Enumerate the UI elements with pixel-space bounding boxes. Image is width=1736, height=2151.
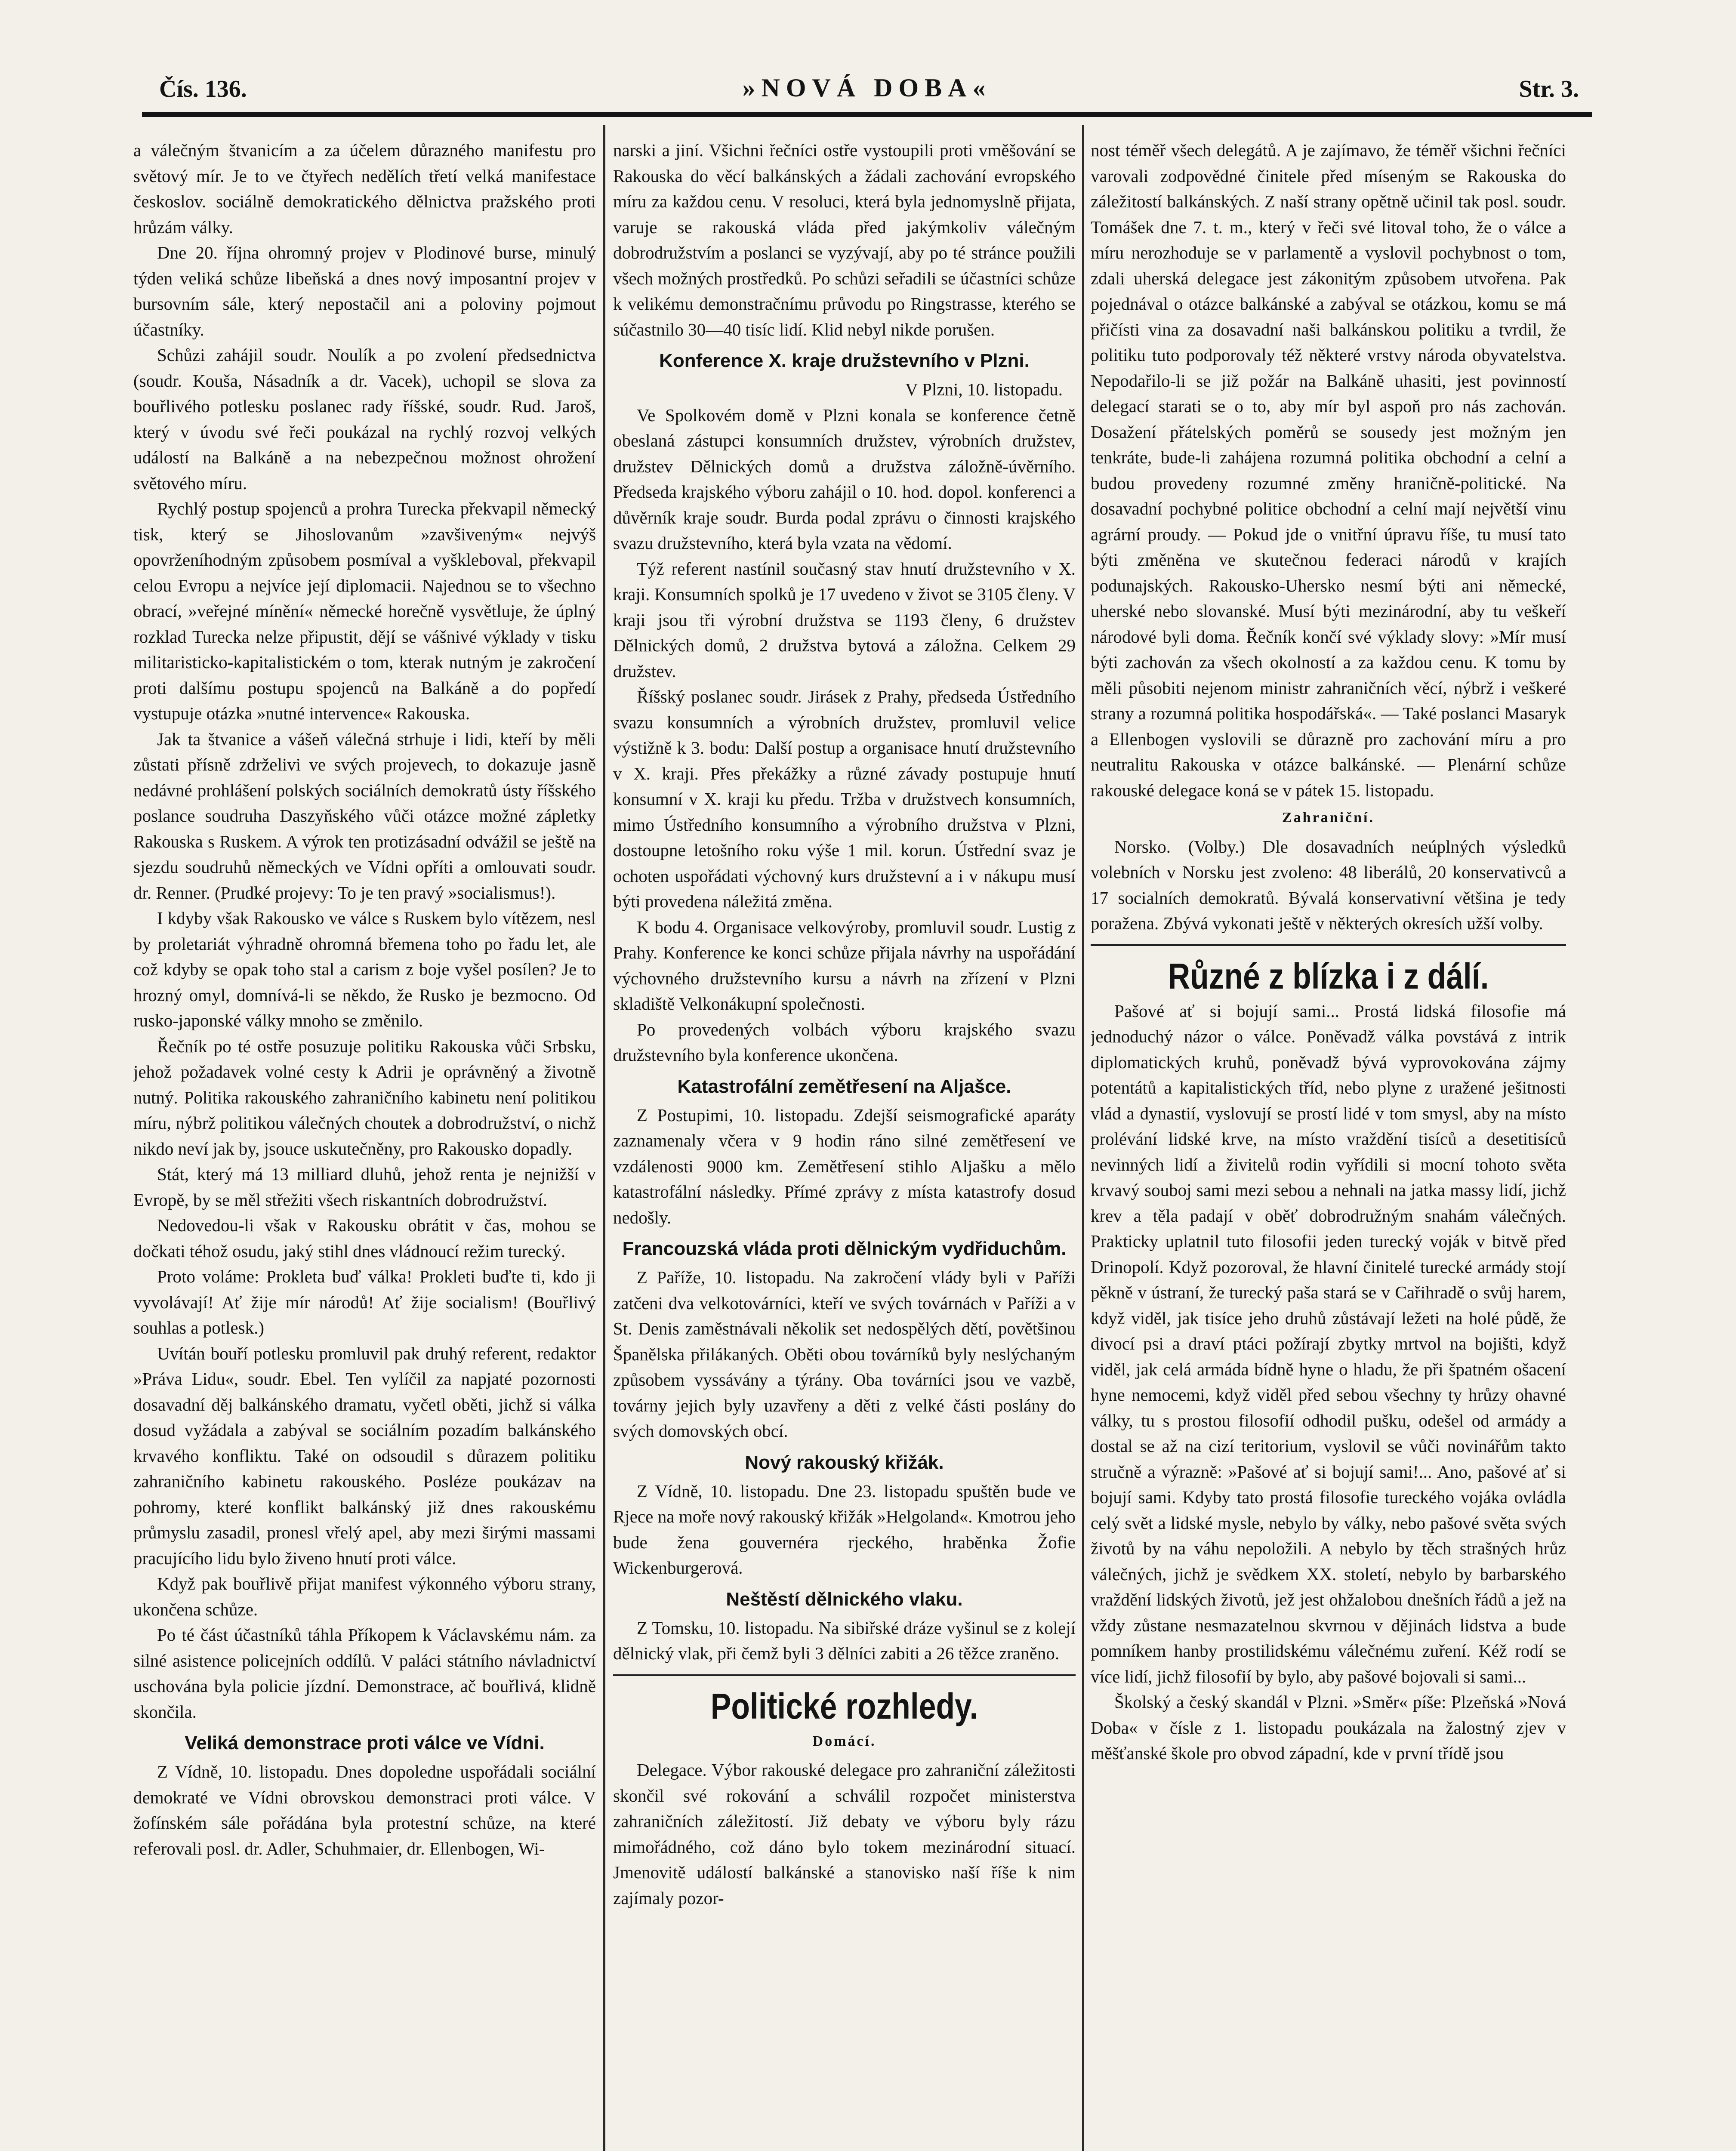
article-paragraph: Pašové ať si bojují sami... Prostá lidská filosofie má jednoduchý názor o válce. Poněvadž válka povstává z intrik diplomatických kruhů, poněvadž bývá vyprovokována zájmy potentátů a kapitalistických tříd, nebo plyne z uražené ješitnosti vlád a dynastií, vyslovují se prostí lidé v tom smysl, aby na místo prolévání lidské krve, na místo vraždění tisíců a desetitisíců nevinných lidí a živitelů rodin vyřídili si mocní tohoto světa krvavý souboj sami mezi sebou a nehnali na jatka massy lidí, jichž krev a těla padají v oběť dobrodružným snahám válečných. Prakticky uplatnil tuto filosofii jeden turecký voják v bitvě před Drinopolí. Když pozoroval, že hlavní činitelé turecké armády stojí pěkně v ústraní, že turecký paša stará se v Cařihradě o svůj harem, když viděl, jak tisíce jeho druhů zůstávají ležeti na holé půdě, že divocí psi a draví ptáci požírají zbytky mrtvol na bojišti, když viděl, jak celá armáda bídně hyne o hladu, že při špatném ošacení hyne nemocemi, když viděl před sebou všechny ty hrůzy ohavné války, tu s prostou filosofií odhodil pušku, odešel od armády a dostal se až na cizí teritorium, vyslovil se vůči novinářům takto stručně a výrazně: »Pašové ať si bojují sami!... Ano, pašové ať si bojují sami. Kdyby tato prostá filosofie tureckého vojáka ovládla celý svět a lidské mysle, nebylo by války, nebo pašové světa svých životů by na váhu nepoložili. A nebylo by těch strašných hrůz válečných, jichž je svědkem XX. století, nebylo by barbarského vraždění lidských životů, jež jest ohžalobou dnešních řádů a jež na vždy zůstane nesmazatelnou skvrnou v dějinách lidstva a bude pomníkem hanby prostilidskému válečnému zuření. Kéž rodí se více lidí, jichž filosofií by bylo, aby pašové bojovali si sami...	[1091, 1001, 1566, 1686]
article-paragraph: narski a jiní. Všichni řečníci ostře vystoupili proti vměšování se Rakouska do věcí balkánských a žádali zachování evropského míru za každou cenu. V resoluci, která byla jednomyslně přijata, varuje se rakouská vláda před jakýmkoliv válečným dobrodružstvím a poslanci se vyzývají, aby po té stránce použili všech možných prostředků. Po schůzi seřadili se účastníci schůze k velikému demonstračnímu průvodu po Ringstrasse, kterého se súčastnilo 30—40 tisíc lidí. Klid nebyl nikde porušen.	[613, 140, 1076, 339]
article-paragraph: Z Vídně, 10. listopadu. Dne 23. listopadu spuštěn bude ve Rjece na moře nový rakouský křižák »Helgoland«. Kmotrou jeho bude žena gouvernéra rjeckého, hraběnka Žofie Wickenburgerová.	[613, 1481, 1076, 1578]
headline-pilsen-conference: Konference X. kraje družstevního v Plzni.	[659, 350, 1030, 371]
section-rule	[613, 1674, 1076, 1676]
article-paragraph: Jak ta štvanice a vášeň válečná strhuje i lidi, kteří by měli zůstati přísně zdrželivi ve svých projevech, to dokazuje jasně nedávné prohlášení polských sociálních demokratů ústy říšského poslance soudruha Daszyňského vůči otázce možné zápletky Rakouska s Ruskem. A výrok ten protizásadní odvážil se ještě na sjezdu soudruhů německých ve Vídni opříti a omlouvati soudr. dr. Renner. (Prudké projevy: To je ten pravý »socialismus!).	[133, 729, 596, 903]
headline-new-cruiser: Nový rakouský křižák.	[745, 1451, 944, 1473]
article-paragraph: Říšský poslanec soudr. Jirásek z Prahy, předseda Ústředního svazu konsumních a výrobních družstev, promluvil velice výstižně k 3. bodu: Další postup a organisace hnutí družstevního v X. kraji. Přes překážky a různé závady postupuje hnutí konsumní v X. kraji ku předu. Tržba v družstvech konsumních, mimo Ústředního konsumního a výrobního družstva v Plzni, dostoupne letošního roku výše 1 mil. korun. Ústřední svaz je ochoten uspořádati výchovný kurs družstevní a i v nákupu musí býti provedena náležitá změna.	[613, 687, 1076, 911]
page-number: Str. 3.	[1519, 76, 1579, 102]
section-rule	[1091, 944, 1566, 946]
headline-vienna-demonstration: Veliká demonstrace proti válce ve Vídni.	[185, 1732, 545, 1753]
header-rule	[142, 112, 1592, 117]
article-paragraph: Norsko. (Volby.) Dle dosavadních neúplných výsledků volebních v Norsku jest zvoleno: 48 liberálů, 20 konservativců a 17 socialních demokratů. Bývalá konservativní většina je tedy poražena. Zbývá vykonati ještě v některých okresích užší volby.	[1091, 836, 1566, 933]
section-title-politics: Politické rozhledy.	[710, 1686, 978, 1726]
column-1	[133, 138, 596, 2151]
article-paragraph: Řečník po té ostře posuzuje politiku Rakouska vůči Srbsku, jehož požadavek volné cesty k Adrii je oprávněný a životně nutný. Politika rakouského zahraničního kabinetu není politikou míru, nýbrž politikou válečných choutek a dobrodružství, o nichž nikdo neví jak by, jsouce uskutečněny, pro Rakousko dopadly.	[133, 1036, 596, 1159]
article-paragraph: Po provedených volbách výboru krajského svazu družstevního byla konference ukončena.	[613, 1019, 1076, 1065]
article-paragraph: Proto voláme: Prokleta buď válka! Prokleti buďte ti, kdo ji vyvolávají! Ať žije mír národů! Ať žije socialism! (Bouřlivý souhlas a potlesk.)	[133, 1267, 596, 1337]
section-title-various: Různé z blízka i z dálí.	[1168, 955, 1489, 996]
article-paragraph: Z Paříže, 10. listopadu. Na zakročení vlády byli v Paříži zatčeni dva velkotovárníci, kteří ve svých továrnách v Paříži a v St. Denis zaměstnávali několik set nedospělých dětí, povětšinou Španělska přilákaných. Oběti obou továrníků byly neslýchaným způsobem vyssávány a týrány. Oba továrníci jsou ve vazbě, továrny jejich byly uzavřeny a děti z velké části poslány do svých domovských obcí.	[613, 1267, 1076, 1441]
article-paragraph: Uvítán bouří potlesku promluvil pak druhý referent, redaktor »Práva Lidu«, soudr. Ebel. Ten vylíčil za napjaté pozornosti dosavadní děj balkánského dramatu, vyčetl oběti, jichž si válka dosud vyžádala a zabýval se sociálním pozadím balkánského krvavého konfliktu. Také on odsoudil s důrazem politiku zahraničního kabinetu rakouského. Posléze poukázav na pohromy, které konflikt balkánský již dnes rakouskému průmyslu zasadil, pronesl vřelý apel, aby mezi širými massami pracujícího lidu bylo živeno hnutí proti válce.	[133, 1343, 596, 1568]
subsection-foreign: Zahraniční.	[1282, 810, 1375, 826]
headline-alaska-earthquake: Katastrofální zemětřesení na Aljašce.	[677, 1076, 1011, 1097]
subsection-domestic: Domácí.	[812, 1733, 876, 1749]
article-paragraph: Rychlý postup spojenců a prohra Turecka překvapil německý tisk, který se Jihoslovanům »zavšiveným« nejvýš opovrženíhodným způsobem posmíval a vyškleboval, překvapil celou Evropu a nejvíce její diplomacii. Najednou se to všechno obrací, »veřejné mínění« německé horečně vysvětluje, že úplný rozklad Turecka nelze připustit, dějí se vášnivé výklady v tisku militaristicko-kapitalistickém o tom, kterak nutným je zakročení proti dalšímu postupu spojenců na Balkáně a do popředí vystupuje otázka »nutné intervence« Rakouska.	[133, 499, 596, 723]
headline-french-government: Francouzská vláda proti dělnickým vydřiduchům.	[622, 1238, 1067, 1259]
article-paragraph: Z Postupimi, 10. listopadu. Zdejší seismografické aparáty zaznamenaly včera v 9 hodin ráno silné zemětřesení ve vzdálenosti 9000 km. Zemětřesení stihlo Aljašku a mělo katastrofální následky. Přímé zprávy z místa katastrofy dosud nedošly.	[613, 1105, 1076, 1227]
article-paragraph: I kdyby však Rakousko ve válce s Ruskem bylo vítězem, nesl by proletariát výhradně ohromná břemena toho po řadu let, ale což kdyby se opak toho stal a carism z boje vyšel posílen? Je to hrozný omyl, domnívá-li se někdo, že Rusko je bezmocno. Od rusko-japonské války mnoho se změnilo.	[133, 908, 596, 1030]
article-paragraph: Týž referent nastínil současný stav hnutí družstevního v X. kraji. Konsumních spolků je 17 uvedeno v život se 3105 členy. V kraji jsou tři výrobní družstva se 1193 členy, 6 družstev Dělnických domů, 2 družstva bytová a záložna. Celkem 29 družstev.	[613, 558, 1076, 681]
article-paragraph: a válečným štvanicím a za účelem důrazného manifestu pro světový mír. Je to ve čtyřech nedělích třetí velká manifestace českoslov. sociálně demokratického dělnictva pražského proti hrůzám války.	[133, 140, 596, 237]
article-paragraph: Z Vídně, 10. listopadu. Dnes dopoledne uspořádali sociální demokraté ve Vídni obrovskou demonstraci proti válce. V žofínském sále pořádána byla protestní schůze, na které referovali posl. dr. Adler, Schuhmaier, dr. Ellenbogen, Wi-	[133, 1762, 596, 1858]
article-paragraph: Schůzi zahájil soudr. Noulík a po zvolení předsednictva (soudr. Kouša, Násadník a dr. Vacek), uchopil se slova za bouřlivého potlesku poslanec rady říšské, soudr. Rud. Jaroš, který v úvodu své řeči poukázal na rychlý rozvoj velkých událostí na Balkáně a na nebezpečnou možnost ohrožení světového míru.	[133, 345, 596, 493]
issue-number: Čís. 136.	[159, 76, 247, 102]
article-paragraph: Z Tomsku, 10. listopadu. Na sibiřské dráze vyšinul se z kolejí dělnický vlak, při čemž byli 3 dělníci zabiti a 26 těžce zraněno.	[613, 1618, 1076, 1663]
article-paragraph: K bodu 4. Organisace velkovýroby, promluvil soudr. Lustig z Prahy. Konference ke konci schůze přijala návrhy na uspořádání výchovného družstevního kursu a návrh na zřízení v Plzni skladiště Velkonákupní společnosti.	[613, 917, 1076, 1014]
headline-train-accident: Neštěstí dělnického vlaku.	[726, 1588, 963, 1610]
column-divider	[1082, 125, 1084, 2151]
article-paragraph: Nedovedou-li však v Rakousku obrátit v čas, mohou se dočkati téhož osudu, jaký stihl dnes vládnoucí režim turecký.	[133, 1215, 596, 1261]
article-paragraph: Školský a český skandál v Plzni. »Směr« píše: Plzeňská »Nová Doba« v čísle z 1. listopadu poukázala na žalostný zjev v měšťanské škole pro obvod západní, kde v první třídě jsou	[1091, 1692, 1566, 1763]
page-header	[142, 56, 1592, 120]
article-paragraph: nost téměř všech delegátů. A je zajímavo, že téměř všichni řečníci varovali zodpovědné činitele před míseným se Rakouska do záležitostí balkánských. Z naší strany opětně učinil tak posl. soudr. Tomášek dne 7. t. m., který v řeči své litoval toho, že o válce a míru nerozhoduje se v parlamentě a vyslovil pochybnost o tom, zdali uherská delegace jest zákonitým způsobem utvořena. Pak pojednával o otázce balkánské a zabýval se otázkou, komu se má přičísti vina za dosavadní naši balkánskou politiku a tvrdil, že politiku tuto podporovaly též některé vrstvy národa obyvatelstva. Nepodařilo-li se již požár na Balkáně uhasiti, jest povinností delegací starati se o to, aby mír byl aspoň pro nás zachován. Dosažení přátelských poměrů se sousedy jest možným jen tenkráte, bude-li zahájena rozumná politika obchodní a celní a budou provedeny rozumné změny hraničně-politické. Na dosavadní pochybné politice obchodní a celní mají největší vinu agrární proudy. — Pokud jde o vnitřní úpravu říše, tu musí tato býti změněna ve skutečnou federaci národů v krajích podunajských. Rakousko-Uhersko nesmí býti ani německé, uherské nebo slovanské. Musí býti mezinárodní, aby tu veškeří národové byli doma. Řečník končí své výklady slovy: »Mír musí býti zachován za všech okolností a za každou cenu. K tomu by měli působiti nejenom ministr zahraničních věcí, nýbrž i veškeré strany a rozumná politika hospodářská«. — Také poslanci Masaryk a Ellenbogen vyslovili se důrazně pro zachování míru a pro neutralitu Rakouska v otázce balkánské. — Plenární schůze rakouské delegace koná se v pátek 15. listopadu.	[1091, 140, 1566, 800]
dateline: V Plzni, 10. listopadu.	[905, 379, 1063, 399]
column-2	[613, 138, 1076, 2151]
column-3	[1091, 138, 1566, 2151]
column-divider	[603, 125, 605, 2151]
newspaper-title: »NOVÁ DOBA«	[742, 74, 992, 102]
article-paragraph: Delegace. Výbor rakouské delegace pro zahraniční záležitosti skončil své rokování a schválil rozpočet ministerstva zahraničních záležitostí. Již debaty ve výboru byly rázu mimořádného, což dáno bylo tokem mezinárodní situací. Jmenovitě událostí balkánské a stanovisko naší říše k nim zajímaly pozor-	[613, 1760, 1076, 1908]
article-paragraph: Když pak bouřlivě přijat manifest výkonného výboru strany, ukončena schůze.	[133, 1574, 596, 1619]
article-paragraph: Stát, který má 13 milliard dluhů, jehož renta je nejnižší v Evropě, by se měl střežiti všech riskantních dobrodružství.	[133, 1164, 596, 1210]
article-paragraph: Ve Spolkovém domě v Plzni konala se konference četně obeslaná zástupci konsumních družstev, výrobních družstev, družstev Dělnických domů a družstva záložně-úvěrního. Předseda krajského výboru zahájil o 10. hod. dopol. konferenci a důvěrník kraje soudr. Burda podal zprávu o činnosti krajského svazu družstevního, která byla vzata na vědomí.	[613, 405, 1076, 553]
article-paragraph: Po té část účastníků táhla Příkopem k Václavskému nám. za silné asistence policejních oddílů. V paláci státního návladnictví uschována byla policie jízdní. Demonstrace, ač bouřlivá, klidně skončila.	[133, 1625, 596, 1722]
article-paragraph: Dne 20. října ohromný projev v Plodinové burse, minulý týden veliká schůze libeňská a dnes nový imposantní projev v bursovním sále, který nepostačil ani a poloviny pojmout účastníky.	[133, 243, 596, 339]
